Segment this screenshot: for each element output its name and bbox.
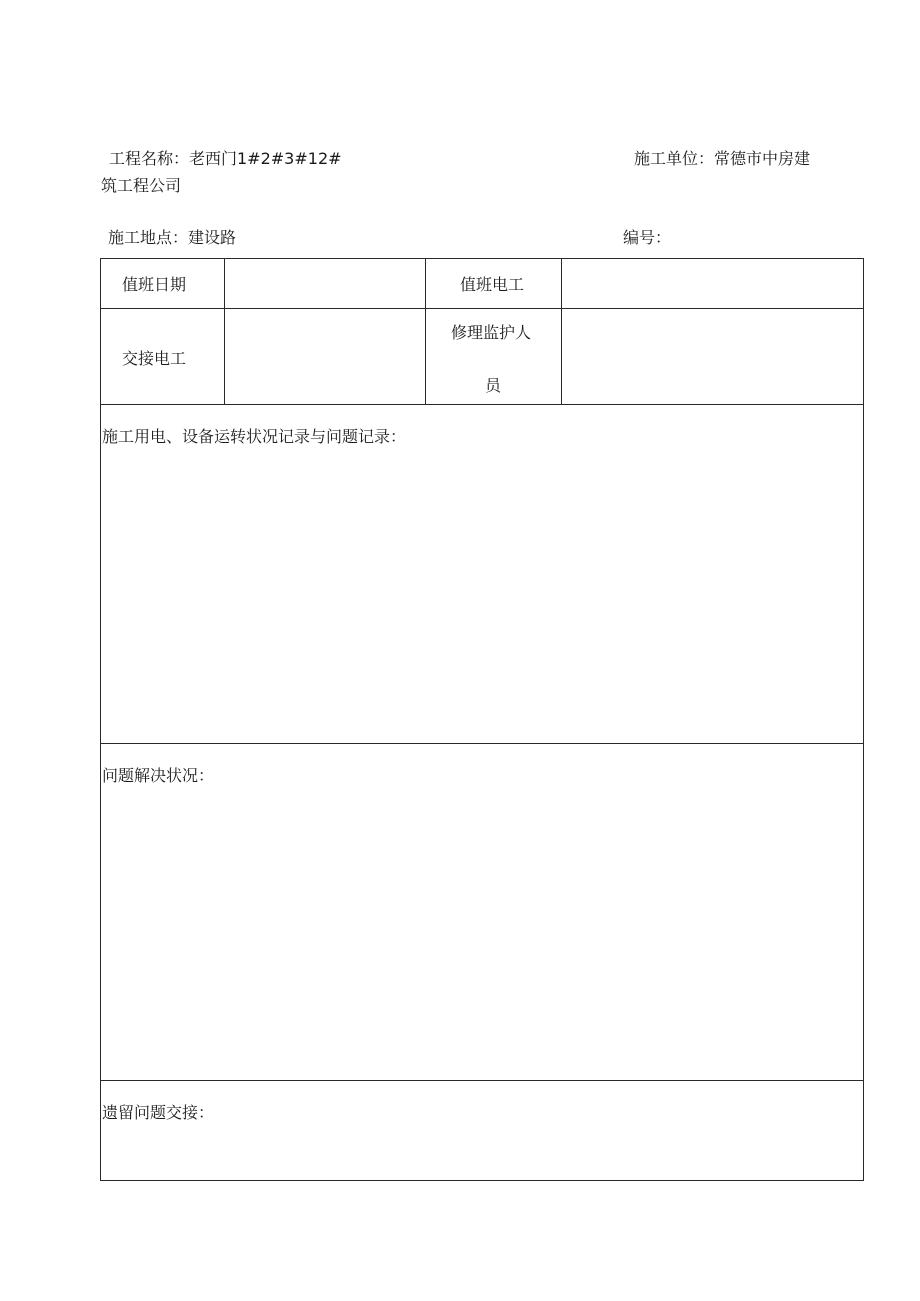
duty-electrician-label-cell bbox=[425, 258, 562, 309]
remaining-issues-section[interactable] bbox=[100, 1080, 864, 1181]
repair-supervisor-label-cell bbox=[425, 308, 562, 405]
handover-electrician-label-cell bbox=[100, 308, 225, 405]
remaining-issues-label: 遗留问题交接： bbox=[102, 1103, 215, 1122]
handover-electrician-value-cell[interactable] bbox=[224, 308, 426, 405]
project-name: 工程名称：老西门1#2#3#12# bbox=[109, 149, 342, 168]
construction-company: 施工单位：常德市中房建 bbox=[634, 149, 811, 168]
duty-date-value-cell[interactable] bbox=[224, 258, 426, 309]
duty-electrician-label: 值班电工 bbox=[460, 275, 525, 294]
handover-electrician-label: 交接电工 bbox=[122, 349, 187, 368]
records-section[interactable] bbox=[100, 404, 864, 744]
resolution-label: 问题解决状况： bbox=[102, 766, 215, 785]
construction-company-continued: 筑工程公司 bbox=[101, 176, 182, 195]
resolution-section[interactable] bbox=[100, 743, 864, 1081]
repair-supervisor-label-line1: 修理监护人 bbox=[451, 323, 532, 342]
repair-supervisor-label-line2: 员 bbox=[485, 376, 502, 395]
duty-date-label-cell bbox=[100, 258, 225, 309]
construction-location: 施工地点：建设路 bbox=[108, 228, 237, 247]
records-label: 施工用电、设备运转状况记录与问题记录： bbox=[102, 427, 407, 446]
duty-electrician-value-cell[interactable] bbox=[561, 258, 864, 309]
duty-date-label: 值班日期 bbox=[122, 275, 187, 294]
number-label: 编号： bbox=[623, 228, 672, 247]
repair-supervisor-value-cell[interactable] bbox=[561, 308, 864, 405]
